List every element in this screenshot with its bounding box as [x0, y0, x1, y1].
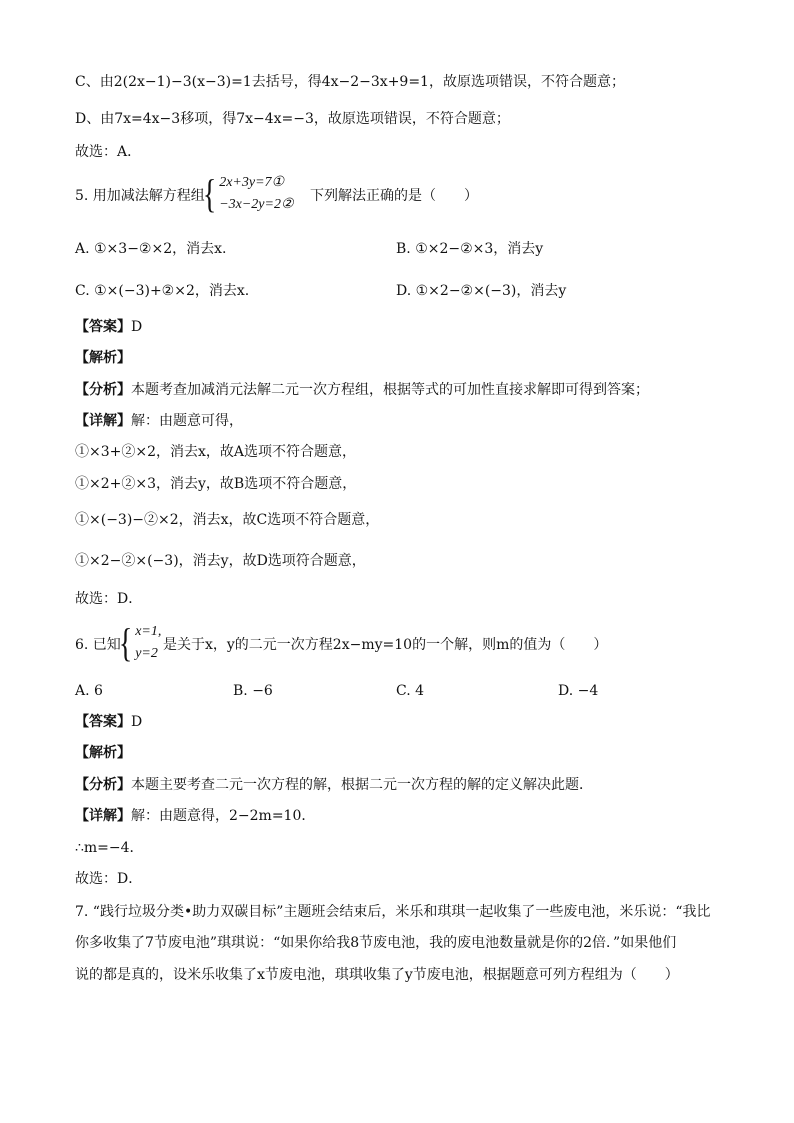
q6-analysis-tag: 【解析】 — [75, 745, 131, 761]
q6-final-choice: 故选：D． — [75, 871, 143, 887]
analysis-text: 本题考查加减消元法解二元一次方程组，根据等式的可加性直接求解即可得到答案； — [131, 382, 649, 398]
q6-stem-suffix: 是关于x，y的二元一次方程2x−my=10的一个解，则m的值为（ ） — [163, 637, 608, 653]
q5-step-1: ①×3+②×2，消去x，故A选项不符合题意， — [75, 444, 357, 460]
q5-detail — [75, 412, 243, 430]
q5-option-b: B. ①×2−②×3，消去y — [396, 241, 544, 257]
q6-option-b: B. −6 — [233, 683, 273, 699]
q5-equation-1: 2x+3y=7① — [219, 175, 285, 190]
answer-choice-prev: 故选：A． — [75, 144, 142, 160]
q6-option-c: C. 4 — [396, 683, 425, 699]
q5-option-a: A. ①×3−②×2，消去x. — [75, 241, 227, 257]
q5-equation-2: −3x−2y=2② — [219, 197, 294, 212]
q5-stem-suffix: 下列解法正确的是（ ） — [310, 188, 478, 204]
q7-stem-line-3: 说的都是真的，设米乐收集了x节废电池，琪琪收集了y节废电池，根据题意可列方程组为（ ） — [75, 967, 679, 983]
answer-tag: 【答案】 — [75, 714, 131, 730]
detail-tag: 【详解】 — [75, 413, 131, 429]
detail-tag: 【详解】 — [75, 808, 131, 824]
analysis-tag: 【分析】 — [75, 777, 131, 793]
answer-value: D — [131, 714, 143, 730]
q5-final-choice: 故选：D． — [75, 591, 143, 607]
detail-text: 解：由题意得，2−2m=10． — [131, 808, 316, 824]
q6-detail — [75, 807, 315, 825]
brace-symbol: { — [202, 171, 217, 216]
q5-stem-prefix: 5. 用加减法解方程组 — [75, 188, 205, 204]
analysis-tag: 【分析】 — [75, 382, 131, 398]
analysis-text: 本题主要考查二元一次方程的解，根据二元一次方程的解的定义解决此题． — [131, 777, 593, 793]
q5-equation-system — [200, 172, 294, 216]
q5-option-d: D. ①×2−②×(−3)，消去y — [396, 283, 567, 299]
q6-option-d: D. −4 — [558, 683, 599, 699]
answer-tag: 【答案】 — [75, 319, 131, 335]
q6-option-a: A. 6 — [75, 683, 103, 699]
q5-step-4: ①×2−②×(−3)，消去y，故D选项符合题意， — [75, 553, 366, 569]
answer-value: D — [131, 319, 143, 335]
detail-text: 解：由题意可得， — [131, 413, 243, 429]
option-c-explanation: C、由2(2x−1)−3(x−3)=1去括号，得4x−2−3x+9=1，故原选项错误，不符合题意； — [75, 74, 625, 90]
q6-result: ∴m=−4． — [75, 840, 144, 856]
q6-solution-x: x=1, — [135, 624, 162, 639]
q6-stem-prefix: 6. 已知 — [75, 637, 121, 653]
q5-analysis-tag: 【解析】 — [75, 350, 131, 366]
q7-stem-line-2: 你多收集了7节废电池”琪琪说：“如果你给我8节废电池，我的废电池数量就是你的2倍．”如果他们 — [75, 935, 677, 951]
q6-solution-system — [116, 621, 161, 665]
q5-answer — [75, 318, 142, 336]
q6-analysis — [75, 776, 593, 794]
brace-symbol: { — [118, 620, 133, 665]
q5-option-c: C. ①×(−3)+②×2，消去x. — [75, 283, 250, 299]
q5-analysis — [75, 381, 649, 399]
q6-answer — [75, 713, 142, 731]
q5-step-2: ①×2+②×3，消去y，故B选项不符合题意， — [75, 476, 357, 492]
q7-stem-line-1: 7. “践行垃圾分类•助力双碳目标”主题班会结束后，米乐和琪琪一起收集了一些废电池，米乐说：“我比 — [75, 904, 711, 920]
q5-step-3: ①×(−3)−②×2，消去x，故C选项不符合题意， — [75, 512, 380, 528]
option-d-explanation: D、由7x=4x−3移项，得7x−4x=−3，故原选项错误，不符合题意； — [75, 111, 510, 127]
q6-solution-y: y=2 — [135, 646, 158, 661]
